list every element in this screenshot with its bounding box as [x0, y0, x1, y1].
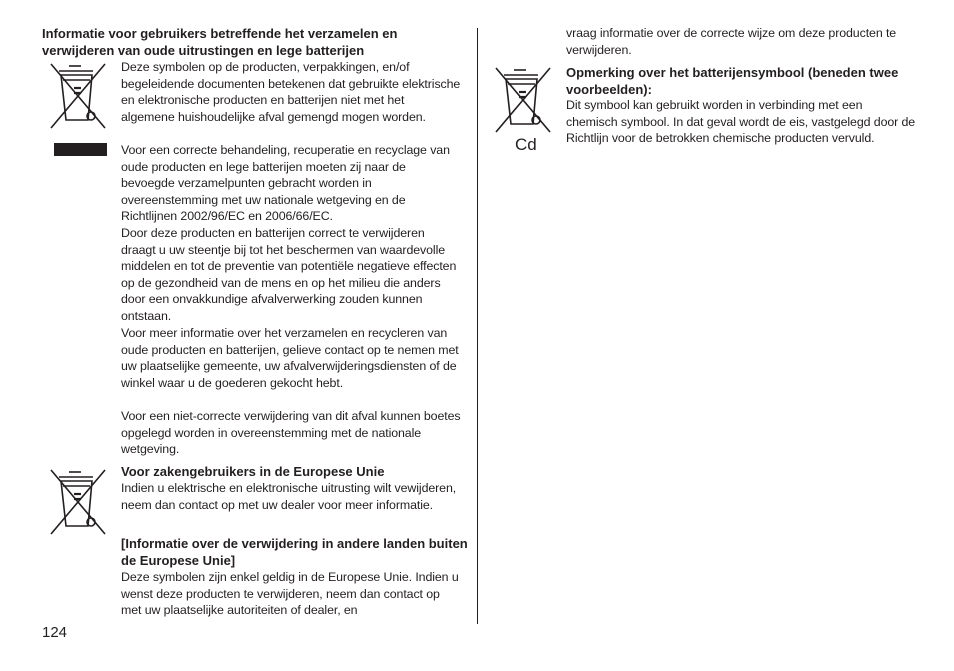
- paragraph-more-info: Voor meer informatie over het verzamelen en recycleren van oude producten en batterijen, gelieve contact op te nemen met uw plaatselijke gemeente, uw afvalverwijderingsdiensten of de winkel waar u de goederen gekocht hebt.: [121, 326, 459, 390]
- continuation-text: vraag informatie over de correcte wijze om deze producten te verwijderen.: [566, 26, 897, 57]
- paragraph-disposal: Door deze producten en batterijen correct te verwijderen draagt u uw steentje bij tot het beschermen van waardevolle middelen en tot de preventie van potentiële negatieve effecten op de gezondheid van de mens en op het milieu die anders door een onvakkundige afvalverwerking zouden kunnen ontstaan.: [121, 226, 457, 323]
- column-divider: [477, 28, 478, 624]
- battery-heading: Opmerking over het batterijensymbool (beneden twee voorbeelden):: [566, 65, 899, 97]
- outside-eu-text: Deze symbolen zijn enkel geldig in de Europese Unie. Indien u wenst deze producten te verwijderen, neem dan contact op met uw plaatselijke autoriteiten of dealer, en: [121, 570, 459, 618]
- crossed-out-wheelie-bin-icon: [47, 60, 113, 132]
- outside-eu-heading: [Informatie over de verwijdering in andere landen buiten de Europese Unie]: [121, 536, 468, 568]
- section-title: Informatie voor gebruikers betreffende het verzamelen en verwijderen van oude uitrustingen en lege batterijen: [42, 26, 398, 58]
- paragraph-symbols: Deze symbolen op de producten, verpakkingen, en/of begeleidende documenten betekenen dat gebruikte elektrische en elektronische producten en batterijen niet met het algemene huishoudelijke afval gemengd mogen worden.: [121, 60, 461, 124]
- underline-bar: [54, 143, 107, 156]
- business-heading: Voor zakengebruikers in de Europese Unie: [121, 464, 385, 479]
- battery-text: Dit symbool kan gebruikt worden in verbinding met een chemisch symbool. In dat geval wordt de eis, vastgelegd door de Richtlijn voor de betrokken chemische producten vervuld.: [566, 98, 916, 146]
- page-number: 124: [42, 624, 68, 641]
- crossed-out-wheelie-bin-icon: [47, 466, 113, 538]
- paragraph-treatment: Voor een correcte behandeling, recuperatie en recyclage van oude producten en lege batterijen moeten zij naar de bevoegde verzamelpunten gebracht worden in overeenstemming met uw nationale wetgeving en de Richtlijnen 2002/96/EC en 2006/66/EC.: [121, 143, 450, 224]
- paragraph-fines: Voor een niet-correcte verwijdering van dit afval kunnen boetes opgelegd worden in overeenstemming met de nationale wetgeving.: [121, 409, 461, 457]
- crossed-out-wheelie-bin-icon: [492, 64, 558, 136]
- chemical-symbol: Cd: [515, 135, 537, 154]
- business-text: Indien u elektrische en elektronische uitrusting wilt vewijderen, neem dan contact op met uw dealer voor meer informatie.: [121, 481, 457, 512]
